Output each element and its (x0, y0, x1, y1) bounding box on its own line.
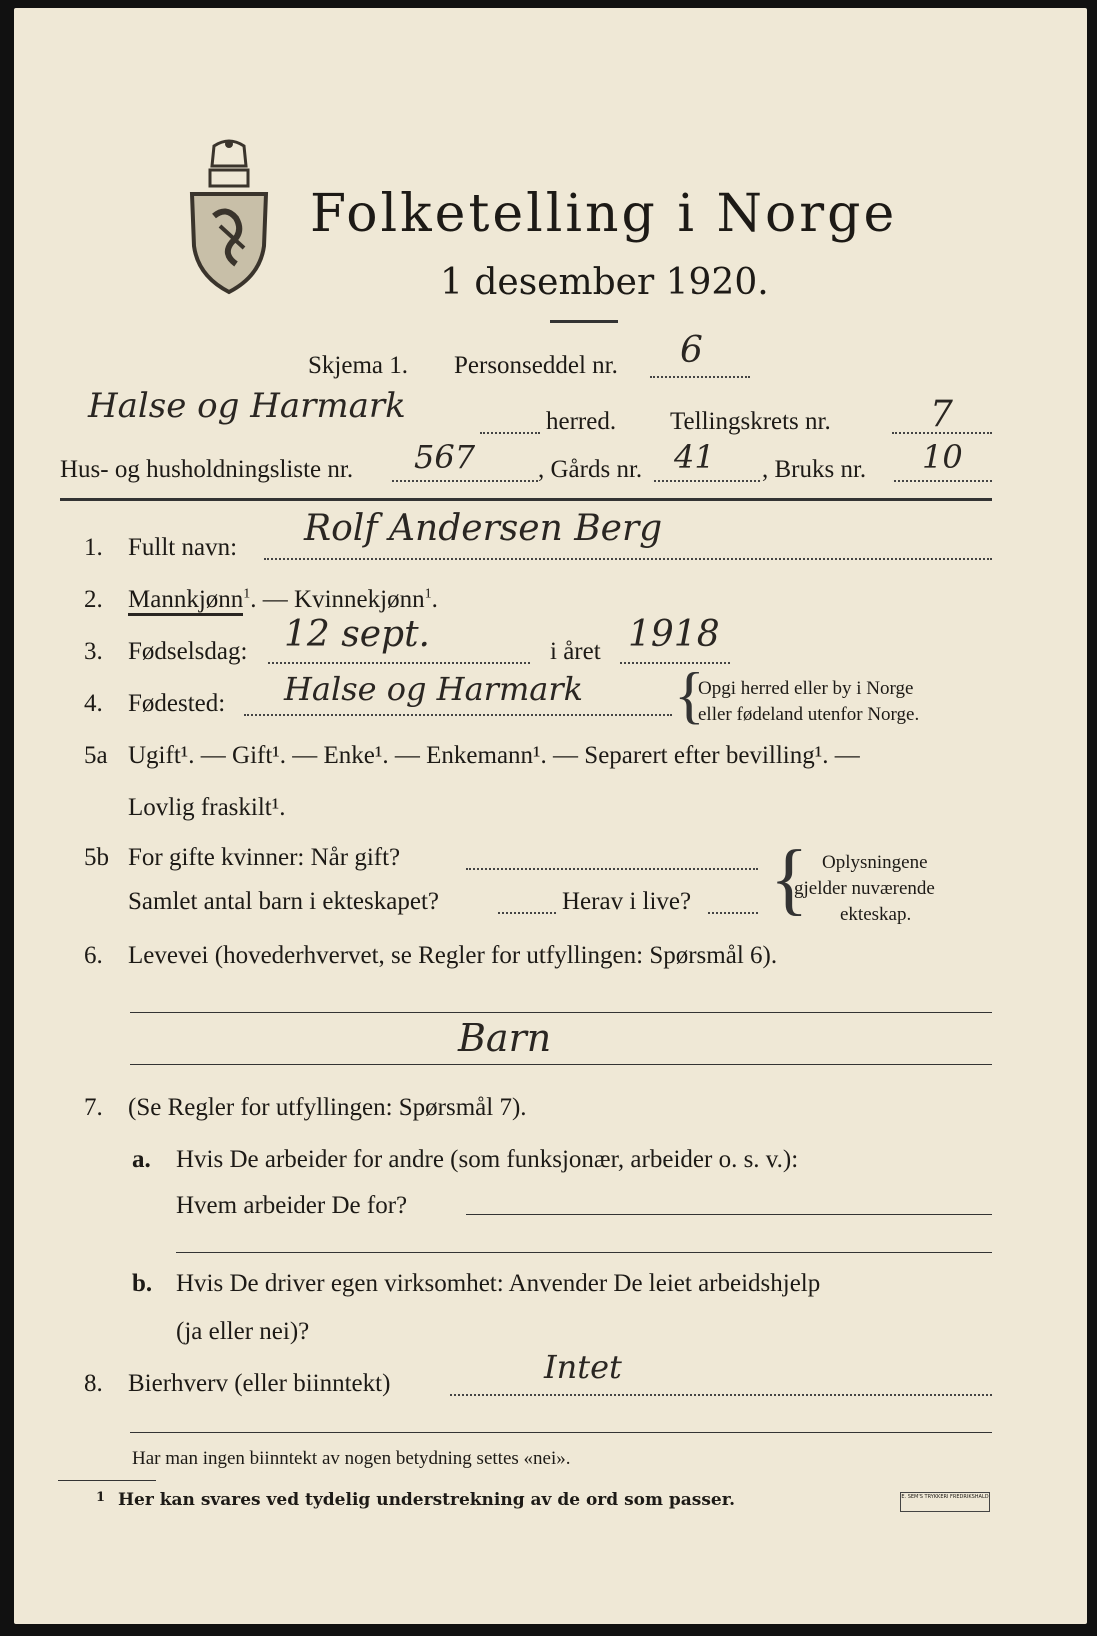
q5b-alive-line (708, 912, 758, 914)
footnote-divider (58, 1480, 156, 1481)
birth-day-value[interactable]: 12 sept. (284, 614, 430, 655)
q5b-number: 5b (84, 844, 109, 871)
marital-options-cont[interactable]: Lovlig fraskilt¹. (128, 794, 286, 821)
q5b-brace: { (770, 835, 809, 923)
footnote-ref: 1 (243, 586, 251, 602)
personseddel-line (650, 376, 750, 378)
q5b-note-1: Oplysningene (822, 852, 928, 873)
q8-label: Bierhverv (eller biinntekt) (128, 1370, 391, 1397)
skjema-label: Skjema 1. (308, 352, 408, 379)
q5b-when-married: For gifte kvinner: Når gift? (128, 844, 401, 871)
q4-line (244, 714, 672, 716)
form-title: Folketelling i Norge (310, 184, 898, 244)
q7a-letter: a. (132, 1146, 151, 1173)
q2-number: 2. (84, 586, 103, 613)
bruks-label: , Bruks nr. (762, 456, 867, 483)
bruks-value[interactable]: 10 (922, 438, 963, 476)
q5b-children: Samlet antal barn i ekteskapet? (128, 888, 439, 915)
birth-year-value[interactable]: 1918 (628, 614, 720, 655)
q1-line (264, 558, 992, 560)
secondary-income-value[interactable]: Intet (544, 1348, 622, 1386)
footnote-ref: 1 (424, 586, 432, 602)
q7b-letter: b. (132, 1270, 153, 1297)
q8-line (450, 1394, 992, 1396)
q8-line-2 (130, 1432, 992, 1433)
q5a-number: 5a (84, 742, 108, 769)
q3-day-line (268, 662, 530, 664)
husliste-label: Hus- og husholdningsliste nr. (60, 456, 354, 483)
q7-label: (Se Regler for utfyllingen: Spørsmål 7). (128, 1094, 527, 1121)
census-date: 1 desember 1920. (440, 262, 769, 303)
footnote-text: Her kan svares ved tydelig understrekning av de ord som passer. (118, 1490, 736, 1510)
q5b-note-2: gjelder nuværende (794, 878, 935, 899)
q1-label: Fullt navn: (128, 534, 238, 561)
q2-separator: . — (250, 586, 288, 613)
q4-note-1: Opgi herred eller by i Norge (698, 678, 914, 699)
q7a-line2: Hvem arbeider De for? (176, 1192, 408, 1219)
herred-label: herred. (546, 408, 617, 435)
occupation-value[interactable]: Barn (458, 1016, 552, 1060)
nei-note: Har man ingen biinntekt av nogen betydning settes «nei». (132, 1448, 571, 1469)
q3-number: 3. (84, 638, 103, 665)
q2-end: . (431, 586, 438, 613)
q6-line-2 (130, 1064, 992, 1065)
q3-label: Fødselsdag: (128, 638, 248, 665)
option-kvinnekjonn[interactable]: Kvinnekjønn (294, 586, 425, 613)
gards-label: , Gårds nr. (538, 456, 643, 483)
herred-value[interactable]: Halse og Harmark (88, 386, 406, 426)
q4-note-2: eller fødeland utenfor Norge. (698, 704, 920, 725)
q4-brace: { (674, 659, 705, 730)
personseddel-value[interactable]: 6 (680, 330, 703, 371)
q8-number: 8. (84, 1370, 103, 1397)
herred-line (480, 432, 540, 434)
year-label: i året (550, 638, 601, 665)
marital-options[interactable]: Ugift¹. — Gift¹. — Enke¹. — Enkemann¹. — Separert efter bevilling¹. — (128, 742, 860, 769)
q5b-alive: Herav i live? (562, 888, 692, 915)
printer-stamp: E. SEM'S TRYKKERI FREDRIKSHALD (900, 1492, 990, 1512)
q7b-line2: (ja eller nei)? (176, 1318, 310, 1345)
q6-number: 6. (84, 942, 103, 969)
birthplace-value[interactable]: Halse og Harmark (284, 670, 584, 708)
personseddel-label: Personseddel nr. (454, 352, 618, 379)
gards-value[interactable]: 41 (674, 438, 715, 476)
q5b-note-3: ekteskap. (840, 904, 912, 925)
full-name-value[interactable]: Rolf Andersen Berg (304, 508, 663, 549)
bruks-line (894, 480, 992, 482)
tellingskrets-value[interactable]: 7 (930, 394, 953, 435)
coat-of-arms-icon (184, 136, 274, 296)
q7a-line1: Hvis De arbeider for andre (som funksjonær, arbeider o. s. v.): (176, 1146, 799, 1173)
q4-label: Fødested: (128, 690, 226, 717)
q2-options (128, 586, 438, 614)
q4-number: 4. (84, 690, 103, 717)
husliste-line (392, 480, 538, 482)
header-divider (60, 498, 992, 501)
q6-label: Levevei (hovederhvervet, se Regler for utfyllingen: Spørsmål 6). (128, 942, 778, 969)
q7b-line1: Hvis De driver egen virksomhet: Anvender De leiet arbeidshjelp (176, 1270, 821, 1297)
q7a-line-2 (176, 1252, 992, 1253)
footnote-mark: 1 (96, 1490, 106, 1505)
q1-number: 1. (84, 534, 103, 561)
q5b-when-line (466, 868, 758, 870)
census-form-page (14, 8, 1087, 1624)
gards-line (654, 480, 760, 482)
q7-number: 7. (84, 1094, 103, 1121)
q6-line-1 (130, 1012, 992, 1013)
option-mannkjonn[interactable]: Mannkjønn (128, 586, 243, 616)
q7a-line (466, 1214, 992, 1215)
tellingskrets-label: Tellingskrets nr. (670, 408, 831, 435)
title-divider (550, 320, 618, 323)
husliste-value[interactable]: 567 (414, 438, 476, 476)
q5b-children-line (498, 912, 556, 914)
